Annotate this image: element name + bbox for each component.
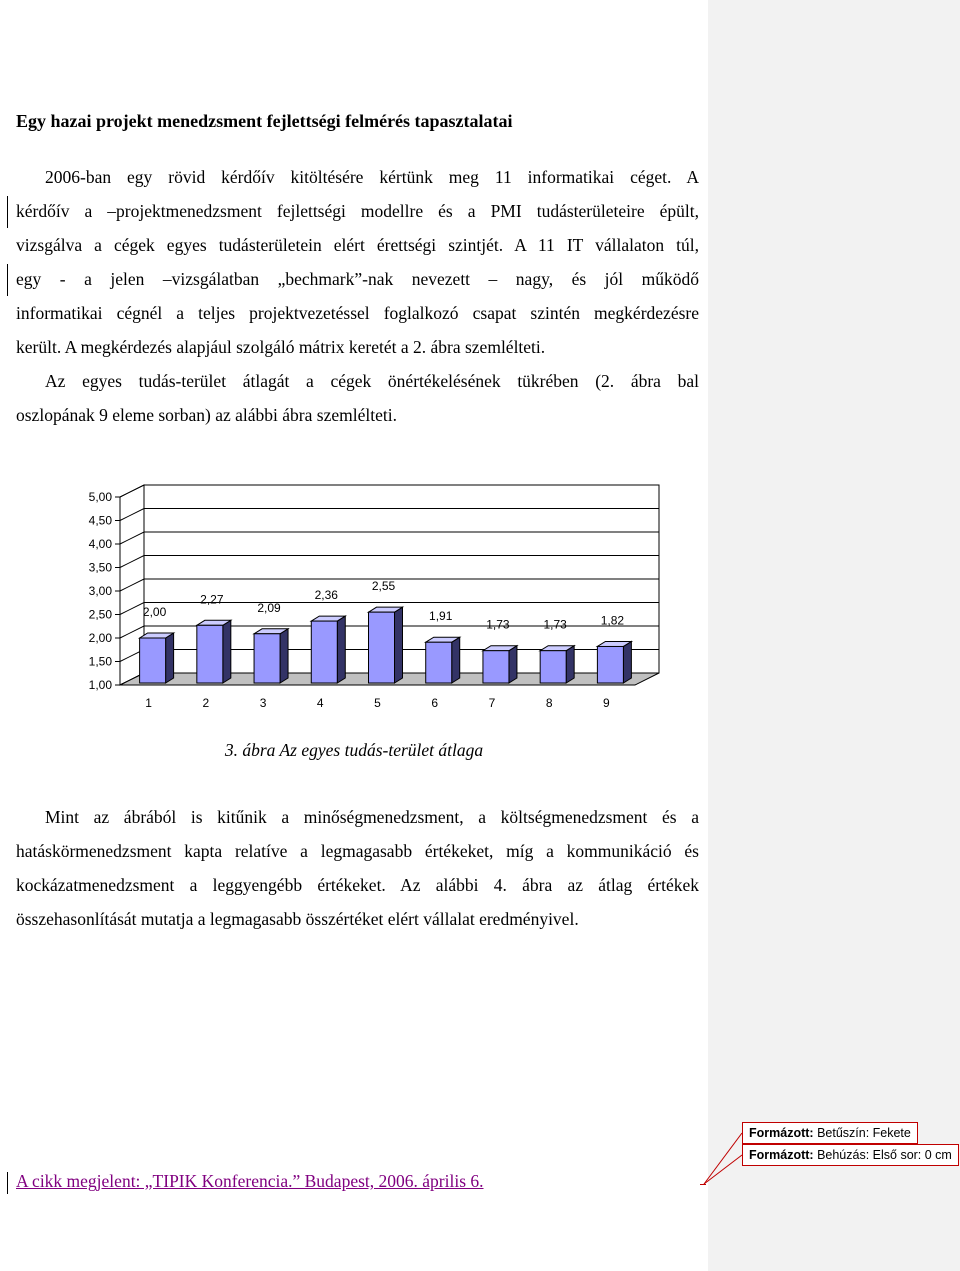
x-tick-label: 5 bbox=[374, 696, 381, 710]
paragraph-2 bbox=[16, 364, 699, 432]
x-tick-label: 7 bbox=[488, 696, 496, 710]
text-line: vizsgálva a cégek egyes tudásterületein elért érettségi szintjét. A 11 IT vállalaton túl, bbox=[16, 235, 699, 255]
y-tick-label: 1,50 bbox=[88, 654, 112, 669]
bar bbox=[369, 612, 395, 683]
comment-sidebar bbox=[708, 0, 960, 1271]
bar bbox=[426, 642, 452, 683]
y-tick-label: 4,50 bbox=[88, 513, 112, 528]
y-tick-label: 1,00 bbox=[88, 678, 112, 692]
bar-side bbox=[623, 641, 631, 683]
x-tick-label: 6 bbox=[431, 696, 439, 710]
publication-footer[interactable]: A cikk megjelent: „TIPIK Konferencia.” Budapest, 2006. április 6. bbox=[16, 1171, 484, 1191]
y-tick-label: 3,50 bbox=[88, 560, 112, 575]
data-label: 1,73 bbox=[486, 617, 510, 632]
data-label: 2,36 bbox=[314, 588, 338, 603]
y-tick-label: 2,50 bbox=[88, 607, 112, 622]
comment-label: Formázott: bbox=[749, 1126, 814, 1140]
bar bbox=[140, 638, 166, 683]
x-tick-label: 3 bbox=[259, 696, 267, 710]
comment-leader-lines bbox=[700, 1120, 744, 1190]
data-label: 2,00 bbox=[142, 605, 167, 619]
bar-chart bbox=[50, 475, 670, 725]
y-tick-label: 5,00 bbox=[88, 490, 112, 504]
comment-text: Behúzás: Első sor: 0 cm bbox=[817, 1148, 952, 1162]
figure-caption: 3. ábra Az egyes tudás-terület átlaga bbox=[224, 740, 484, 760]
change-bar bbox=[7, 1172, 8, 1194]
x-tick-label: 4 bbox=[316, 696, 324, 710]
bar-side bbox=[280, 629, 288, 683]
bar bbox=[197, 625, 223, 683]
comment-balloon-1[interactable] bbox=[742, 1122, 918, 1144]
bar bbox=[254, 634, 280, 683]
x-tick-label: 8 bbox=[545, 696, 553, 710]
text-line: került. A megkérdezés alapjául szolgáló mátrix keretét a 2. ábra szemlélteti. bbox=[16, 337, 546, 357]
text-line: összehasonlítását mutatja a legmagasabb összértéket elért vállalat eredményivel. bbox=[16, 909, 579, 929]
y-tick-label: 2,00 bbox=[88, 631, 112, 645]
data-label: 1,73 bbox=[543, 617, 567, 632]
y-tick-label: 3,00 bbox=[88, 584, 112, 598]
text-line: Mint az ábrából is kitűnik a minőségmenedzsment, a költségmenedzsment és a bbox=[45, 807, 699, 827]
x-tick-label: 1 bbox=[145, 696, 152, 710]
bar-side bbox=[337, 616, 345, 683]
bar-side bbox=[509, 646, 517, 683]
data-label: 2,09 bbox=[257, 600, 281, 615]
text-line: 2006-ban egy rövid kérdőív kitöltésére kértünk meg 11 informatikai céget. A bbox=[45, 167, 699, 187]
data-label: 1,82 bbox=[600, 613, 625, 628]
bar bbox=[597, 646, 623, 683]
text-line: kérdőív a –projektmenedzsment fejlettségi modellre és a PMI tudásterületeire épült, bbox=[16, 201, 699, 221]
text-line: hatáskörmenedzsment kapta relatíve a legmagasabb értékeket, míg a kommunikáció és bbox=[16, 841, 699, 861]
bar-side bbox=[452, 637, 460, 683]
paragraph-3 bbox=[16, 800, 699, 936]
text-line: egy - a jelen –vizsgálatban „bechmark”-nak nevezett – nagy, és jól működő bbox=[16, 269, 699, 289]
bar bbox=[540, 651, 566, 683]
comment-text: Betűszín: Fekete bbox=[817, 1126, 911, 1140]
y-tick-label: 4,00 bbox=[88, 537, 112, 551]
x-tick-label: 2 bbox=[202, 696, 210, 710]
change-bar bbox=[7, 264, 8, 296]
document-title: Egy hazai projekt menedzsment fejlettségi felmérés tapasztalatai bbox=[16, 111, 513, 131]
comment-balloon-2[interactable] bbox=[742, 1144, 959, 1166]
bar-side bbox=[166, 633, 174, 683]
data-label: 2,27 bbox=[200, 592, 224, 607]
bar bbox=[483, 651, 509, 683]
data-label: 1,91 bbox=[429, 609, 453, 624]
change-bar bbox=[7, 196, 8, 228]
bar bbox=[311, 621, 337, 683]
paragraph-1 bbox=[16, 160, 699, 364]
comment-label: Formázott: bbox=[749, 1148, 814, 1162]
bar-side bbox=[566, 646, 574, 683]
bar-side bbox=[395, 607, 403, 683]
text-line: oszlopának 9 eleme sorban) az alábbi ábra szemlélteti. bbox=[16, 405, 397, 425]
x-tick-label: 9 bbox=[603, 696, 610, 710]
data-label: 2,55 bbox=[371, 579, 396, 594]
text-line: kockázatmenedzsment a leggyengébb értékeket. Az alábbi 4. ábra az átlag értékek bbox=[16, 875, 699, 895]
text-line: Az egyes tudás-terület átlagát a cégek önértékelésének tükrében (2. ábra bal bbox=[45, 371, 699, 391]
bar-side bbox=[223, 620, 231, 683]
text-line: informatikai cégnél a teljes projektvezetéssel foglalkozó csapat szintén megkérdezésre bbox=[16, 303, 699, 323]
